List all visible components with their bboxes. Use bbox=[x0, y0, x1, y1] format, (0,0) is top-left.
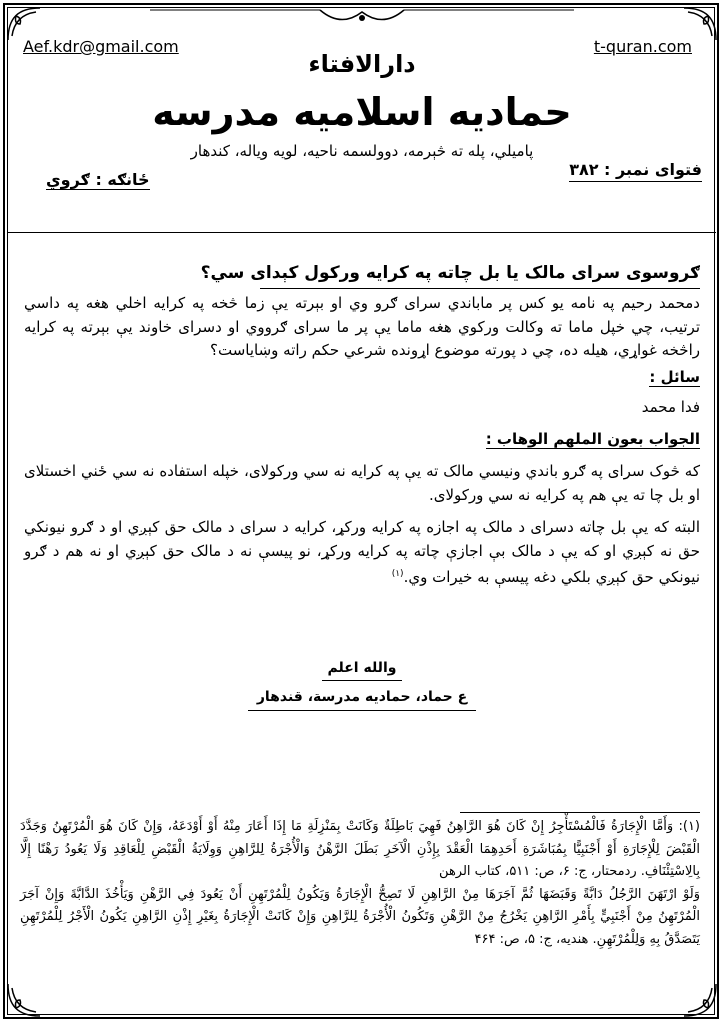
dar-ul-ifta-title: دارالافتاء bbox=[308, 50, 416, 78]
question-body: دمحمد رحیم په نامه یو کس پر ماباندي سرای ګرو وي او بېرته یې زما څخه په کرایه اخلي هغه په داسي ترتیب، چي خپل ماما ته وکالت ورکوي هغه ماما یې پر ما سرای ګرووي او دسرای خاوند یې بېرته په کرایه راڅخه غواړي، هیله ده، چي د پورته موضوع اړونده شرعي حکم راته وښایاست؟ bbox=[24, 294, 700, 359]
answer-paragraph-2-text: البته که یې بل چاته دسرای د مالک په اجازه په کرایه ورکړ، کرایه د سرای د مالک حق کېږي او د ګرو نیونکي حق نه کېږي او که یې د مالک بې اجازې چاته په کرایه ورکړ، نو پیسې نه د مالک حق کېږي او نه هم د ګرو نیونکي حق کېږي بلکي دغه پیسې به خیرات وي. bbox=[24, 518, 700, 586]
answer-label: الجواب بعون الملهم الوهاب : bbox=[485, 430, 700, 448]
header-divider bbox=[8, 232, 716, 233]
answer-paragraph-1: که څوک سرای په ګرو باندي ونیسي مالک ته یې په کرایه نه سي ورکولای، خپله استفاده نه سي ځني اخستلای او بل چا ته یې هم په کرایه نه سي ورکولای. bbox=[24, 462, 700, 504]
section-kitab: ځانګه : ګروي bbox=[46, 170, 150, 189]
signature-underline-1 bbox=[322, 680, 402, 681]
corner-ornament bbox=[682, 982, 718, 1018]
fatwa-number: فتوای نمبر : ۳۸۲ bbox=[569, 160, 702, 182]
signature-name: ع حماد، حمادیه مدرسة، قندهار bbox=[256, 689, 468, 705]
madrasa-name: حمادیه اسلامیه مدرسه bbox=[152, 90, 572, 134]
top-ornament bbox=[150, 6, 574, 28]
website-link[interactable]: t-quran.com bbox=[593, 37, 692, 56]
question-title: ګروسوی سرای مالک یا بل چاته په کرایه ورکول کېدای سي؟ bbox=[200, 263, 700, 283]
footnote bbox=[20, 816, 700, 951]
address-line: پامیلي، پله ته څېرمه، دوولسمه ناحیه، لویه ویاله، کندهار bbox=[190, 142, 534, 160]
footnote-divider bbox=[460, 812, 700, 813]
footnote-paragraph-1: (۱): وَأَمَّا الْإِجَارَةُ فَالْمُسْتَأْجِرُ إِنْ كَانَ هُوَ الرَّاهِنُ فَهِيَ بَاطِلَةٌ وَكَانَتْ بِمَنْزِلَةِ مَا إِذَا أَعَارَ مِنْهُ أَوْ أَوْدَعَهُ، وَإِنْ كَانَ هُوَ الْمُرْتَهِنُ وَجَدَّدَ الْقَبْضَ لِلْإِجَارَةِ أَوْ أَجْنَبِيًّا بِمُبَاشَرَةِ أَحَدِهِمَا الْعَقْدَ بِإِذْنِ الْآخَرِ بَطَلَ الرَّهْنُ وَالْأُجْرَةُ لِلرَّاهِنِ وَوِلَايَةُ الْقَبْضِ لِلْعَاقِدِ وَلَا يَعُودُ رَهْنًا إِلَّا بِالِاسْتِئْنَافِ. ردمحتار، ج: ۶، ص: ۵۱۱، کتاب الرهن bbox=[20, 819, 700, 879]
email-address[interactable]: Aef.kdr@gmail.com bbox=[23, 37, 179, 56]
footnote-paragraph-2: وَلَوْ ارْتَهَنَ الرَّجُلُ دَابَّةً وَقَبَضَهَا ثُمَّ آجَرَهَا مِنْ الرَّاهِنِ لَا تَصِحُّ الْإِجَارَةُ وَيَكُونُ لِلْمُرْتَهِنِ أَنْ يَعُودَ فِي الرَّهْنِ وَيَأْخُذَ الدَّابَّةَ وَإِنْ آجَرَ الْمُرْتَهِنُ مِنْ أَجْنَبِيٍّ بِأَمْرِ الرَّاهِنِ يَخْرُجُ مِنْ الرَّهْنِ وَتَكُونُ الْأُجْرَةُ لِلرَّاهِنِ وَإِنْ كَانَتْ الْإِجَارَةُ بِغَيْرِ إِذْنِ الرَّاهِنِ يَكُونُ الْأَجْرُ لِلْمُرْتَهِنِ يَتَصَدَّقُ بِهِ وَلِلْمُرْتَهِنِ. هندیه، ج: ۵، ص: ۴۶۴ bbox=[20, 886, 700, 947]
sail-label: سائل : bbox=[649, 368, 700, 386]
footnote-marker: (۱) bbox=[391, 569, 404, 579]
answer-paragraph-2 bbox=[24, 516, 700, 590]
question-title-underline bbox=[260, 288, 700, 289]
signature-underline-2 bbox=[248, 710, 476, 711]
sail-name: فدا محمد bbox=[641, 398, 700, 416]
corner-ornament bbox=[6, 982, 42, 1018]
signature-wallahu-alam: والله اعلم bbox=[327, 660, 397, 676]
